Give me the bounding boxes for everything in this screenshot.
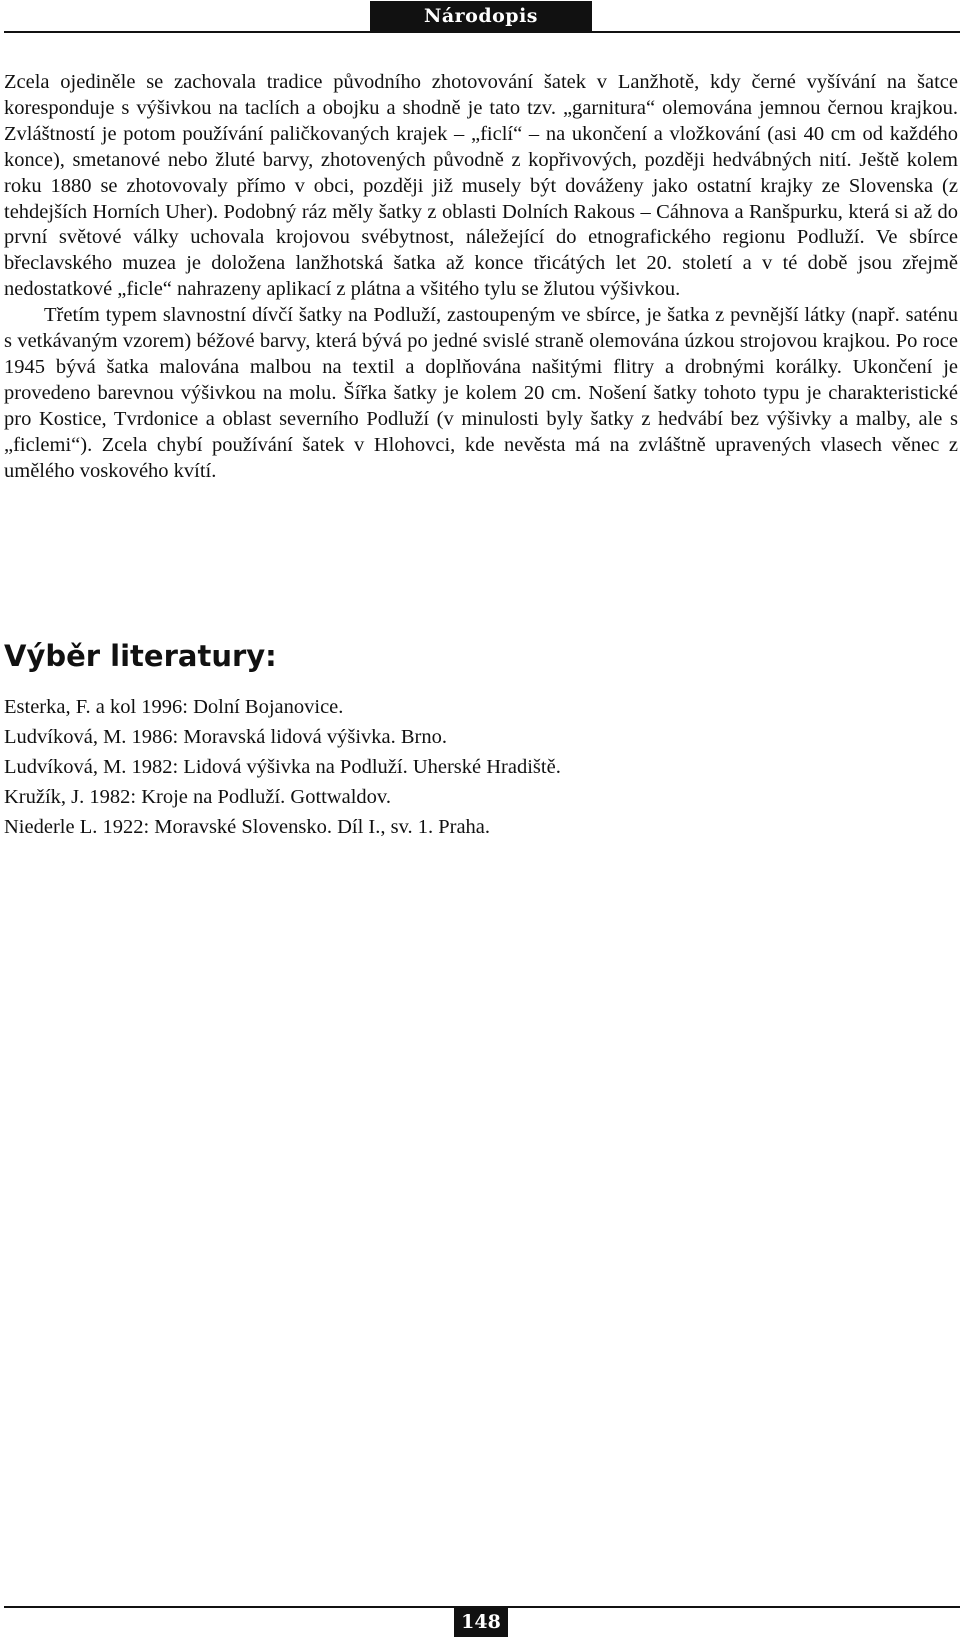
literature-entry: Ludvíková, M. 1986: Moravská lidová výšivka. Brno. <box>4 726 447 748</box>
literature-list <box>4 692 561 842</box>
literature-entry: Ludvíková, M. 1982: Lidová výšivka na Podluží. Uherské Hradiště. <box>4 756 561 778</box>
page-number: 148 <box>454 1607 508 1637</box>
article-paragraph: Zcela ojediněle se zachovala tradice původního zhotovování šatek v Lanžhotě, kdy černé vyšívání na šatce koresponduje s výšivkou na taclích a obojku a shodně je tato tzv. „garnitura“ olemována jemnou černou krajkou. Zvláštností je potom používání paličkovaných krajek – „ficlí“ – na ukončení a vložkování (asi 40 cm od každého konce), smetanové nebo žluté barvy, zhotovených původně z kopřivových, později hedvábných nití. Ještě kolem roku 1880 se zhotovovaly přímo v obci, později již musely být dováženy jako ostatní krajky ze Slovenska (z tehdejších Horních Uher). Podobný ráz měly šatky z oblasti Dolních Rakous – Cáhnova a Ranšpurku, která si až do první světové války uchovala krojovou svébytnost, náležející do etnografického regionu Podluží. Ve sbírce břeclavského muzea je doložena lanžhotská šatka až konce třicátých let 20. století a v té době jsou zřejmě nedostatkové „ficle“ nahrazeny aplikací z plátna a všitého tylu se žlutou výšivkou. <box>4 71 958 301</box>
section-title: Národopis <box>370 1 592 32</box>
header-rule <box>4 31 960 33</box>
literature-heading: Výběr literatury: <box>4 639 277 673</box>
literature-entry: Esterka, F. a kol 1996: Dolní Bojanovice. <box>4 696 344 718</box>
article-paragraph: Třetím typem slavnostní dívčí šatky na Podluží, zastoupeným ve sbírce, je šatka z pevnější látky (např. saténu s vetkávaným vzorem) béžové barvy, která bývá po jedné svislé straně olemována úzkou strojovou krajkou. Po roce 1945 bývá šatka malována malbou na textil a doplňována našitými flitry a drobnými korálky. Ukončení je provedeno barevnou výšivkou na molu. Šířka šatky je kolem 20 cm. Nošení šatky tohoto typu je charakteristické pro Kostice, Tvrdonice a oblast severního Podluží (v minulosti byly šatky z hedvábí bez výšivky a malby, ale s „ficlemi“). Zcela chybí používání šatek v Hlohovci, kde nevěsta má na zvláštně upravených vlasech věnec z umělého voskového kvítí. <box>4 304 958 482</box>
article-body <box>4 70 958 485</box>
literature-entry: Kružík, J. 1982: Kroje na Podluží. Gottwaldov. <box>4 786 391 808</box>
literature-entry: Niederle L. 1922: Moravské Slovensko. Díl I., sv. 1. Praha. <box>4 816 491 838</box>
